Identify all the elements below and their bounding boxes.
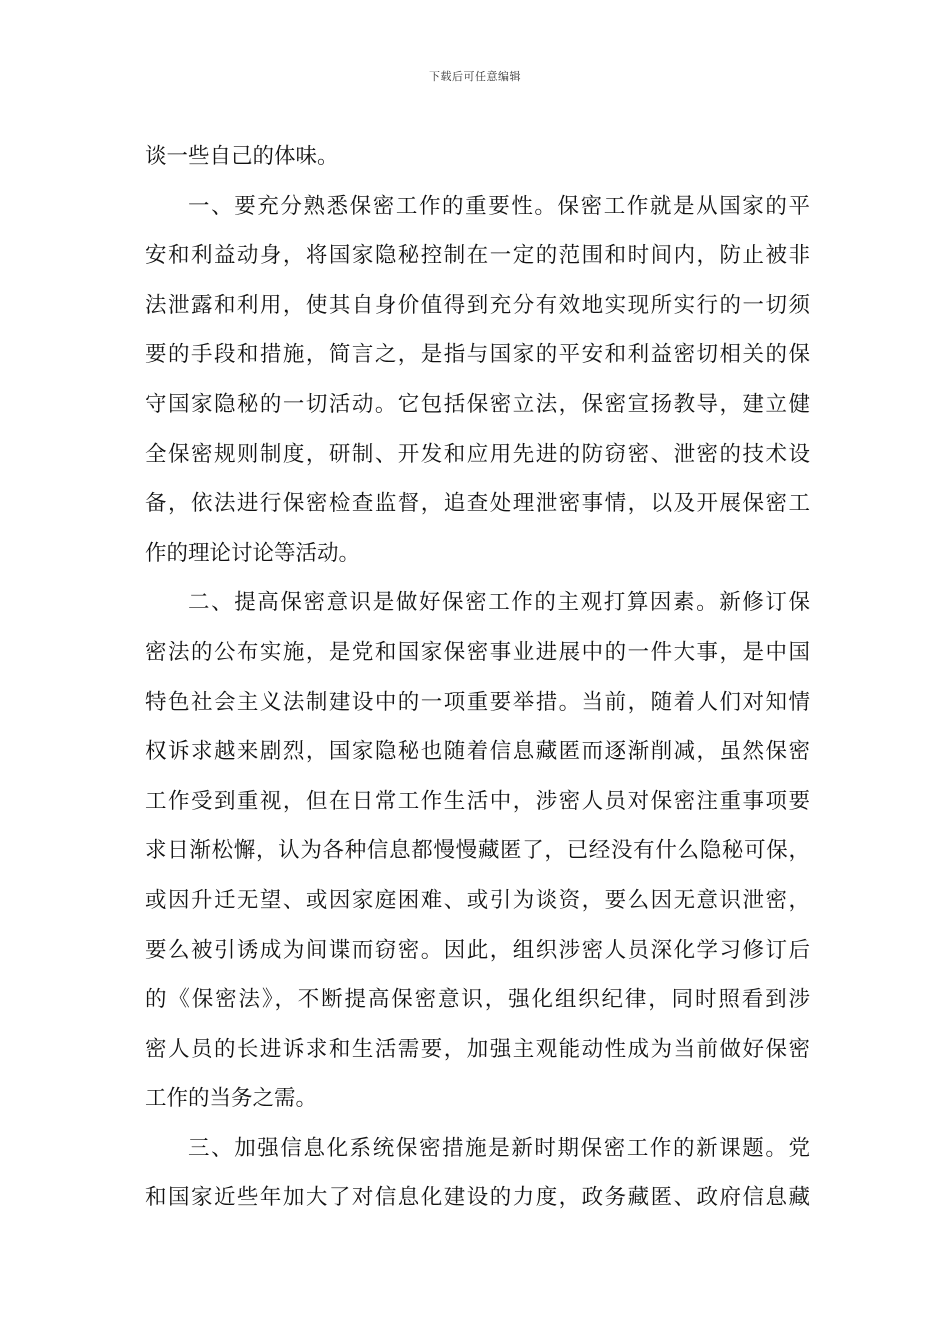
text-line: 和国家近些年加大了对信息化建设的力度，政务藏匿、政府信息藏 xyxy=(145,1185,810,1211)
text-line: 备，依法进行保密检查监督，追查处理泄密事情，以及开展保密工 xyxy=(145,491,810,517)
text-line: 工作的当务之需。 xyxy=(145,1086,318,1112)
text-line: 要么被引诱成为间谍而窃密。因此，组织涉密人员深化学习修订后 xyxy=(145,937,810,963)
text-line: 守国家隐秘的一切活动。它包括保密立法，保密宣扬教导，建立健 xyxy=(145,391,810,417)
text-line: 作的理论讨论等活动。 xyxy=(145,540,361,566)
text-line: 安和利益动身，将国家隐秘控制在一定的范围和时间内，防止被非 xyxy=(145,243,810,269)
text-line: 密法的公布实施，是党和国家保密事业进展中的一件大事，是中国 xyxy=(145,639,810,665)
document-body xyxy=(145,132,810,1223)
text-line: 法泄露和利用，使其自身价值得到充分有效地实现所实行的一切须 xyxy=(145,292,810,318)
text-line: 特色社会主义法制建设中的一项重要举措。当前，随着人们对知情 xyxy=(145,689,810,715)
text-line: 一、要充分熟悉保密工作的重要性。保密工作就是从国家的平 xyxy=(188,193,810,219)
text-line: 二、提高保密意识是做好保密工作的主观打算因素。新修订保 xyxy=(188,590,810,616)
text-line: 谈一些自己的体味。 xyxy=(145,144,339,169)
text-line: 密人员的长进诉求和生活需要，加强主观能动性成为当前做好保密 xyxy=(145,1036,810,1062)
text-line: 要的手段和措施，简言之，是指与国家的平安和利益密切相关的保 xyxy=(145,342,810,368)
text-line: 的《保密法》，不断提高保密意识，强化组织纪律，同时照看到涉 xyxy=(145,987,810,1013)
text-line: 或因升迁无望、或因家庭困难、或引为谈资，要么因无意识泄密， xyxy=(145,887,810,913)
text-line: 工作受到重视，但在日常工作生活中，涉密人员对保密注重事项要 xyxy=(145,788,810,814)
text-line: 权诉求越来剧烈，国家隐秘也随着信息藏匿而逐渐削减，虽然保密 xyxy=(145,739,810,765)
text-line: 求日渐松懈，认为各种信息都慢慢藏匿了，已经没有什么隐秘可保， xyxy=(145,838,810,864)
text-line: 三、加强信息化系统保密措施是新时期保密工作的新课题。党 xyxy=(188,1135,810,1161)
page-header: 下载后可任意编辑 xyxy=(429,70,521,83)
text-line: 全保密规则制度，研制、开发和应用先进的防窃密、泄密的技术设 xyxy=(145,441,810,467)
